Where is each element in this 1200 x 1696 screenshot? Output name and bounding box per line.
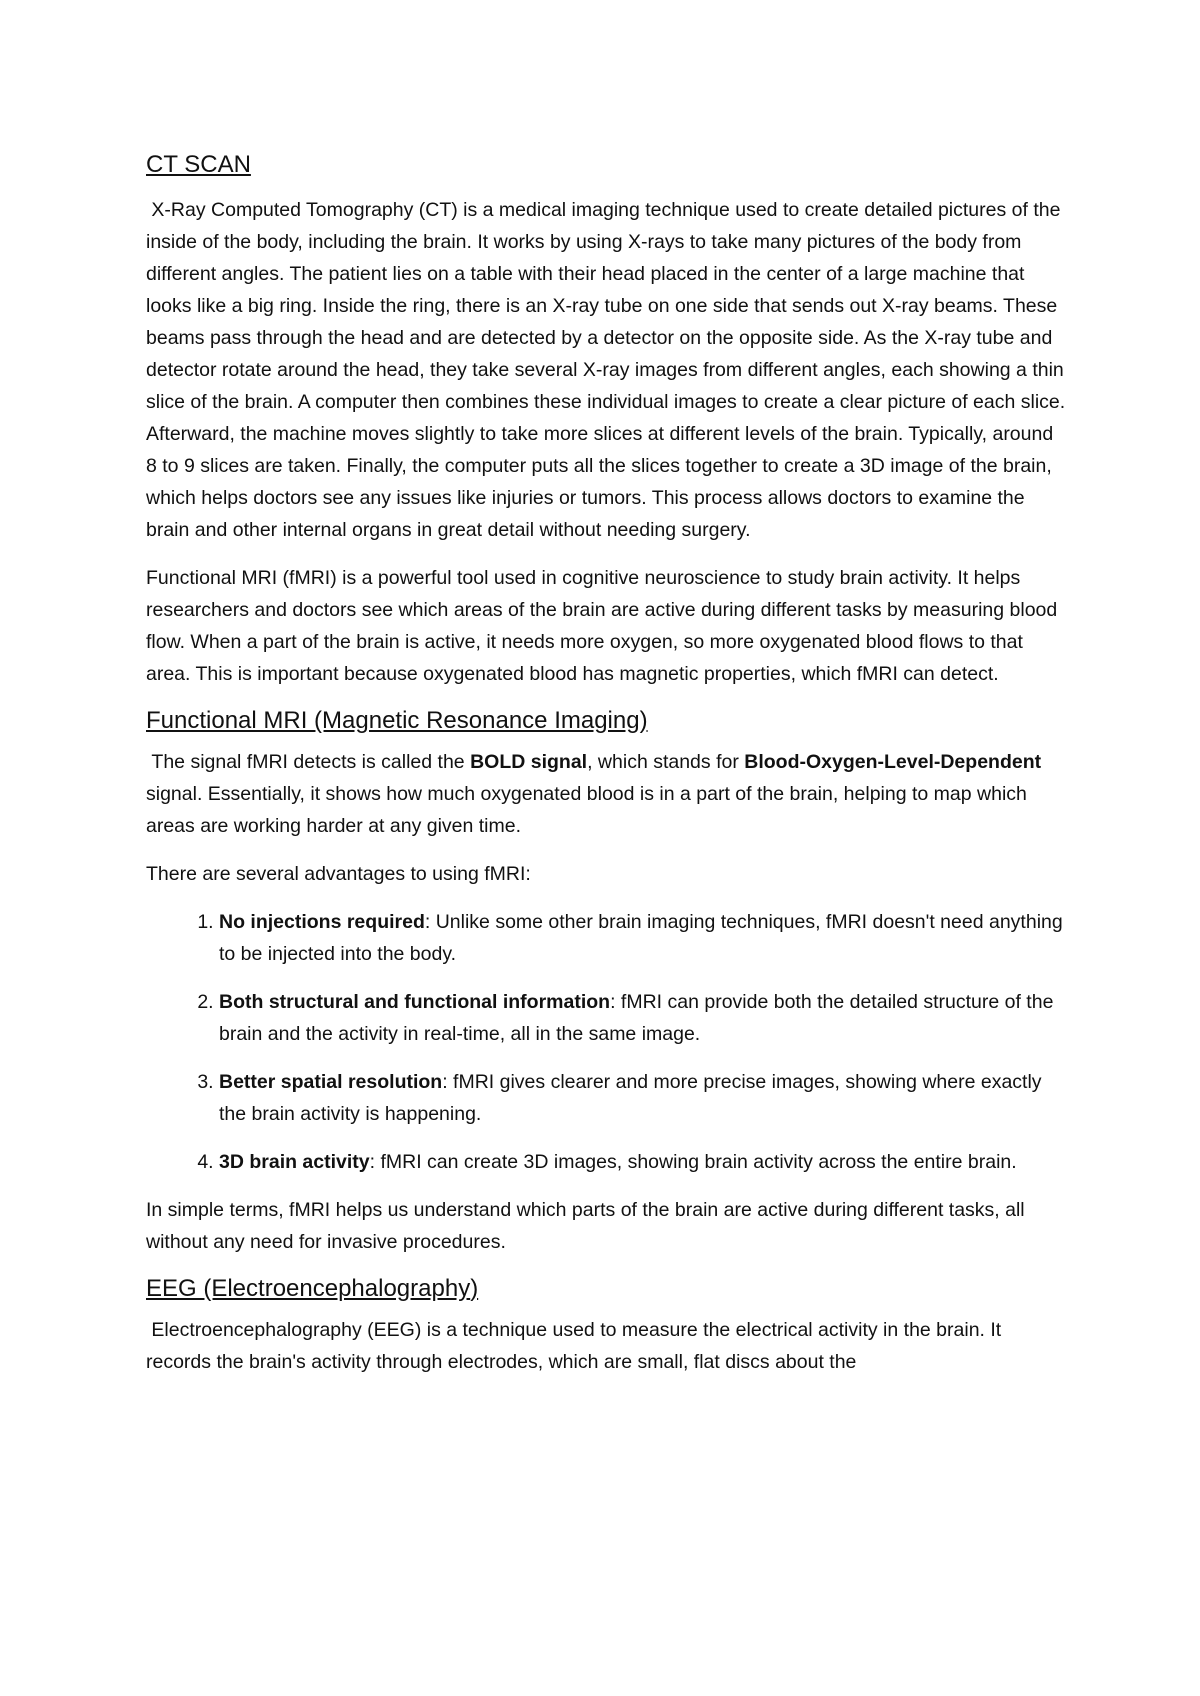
list-item: [219, 986, 1066, 1050]
advantage-text: : fMRI can provide both the detailed structure of the brain and the activity in real-time, all in the same image.: [219, 991, 1054, 1045]
blood-oxygen-term: Blood-Oxygen-Level-Dependent: [744, 751, 1042, 773]
list-item: [219, 1146, 1066, 1178]
fmri-heading-text: Functional MRI (Magnetic Resonance Imaging: [146, 707, 640, 734]
bold-signal-term: BOLD signal: [470, 751, 588, 773]
ct-scan-paragraph: X-Ray Computed Tomography (CT) is a medical imaging technique used to create detailed pictures of the inside of the body, including the brain. It works by using X-rays to take many pictures of the body from different angles. The patient lies on a table with their head placed in the center of a large machine that looks like a big ring. Inside the ring, there is an X-ray tube on one side that sends out X-ray beams. These beams pass through the head and are detected by a detector on the opposite side. As the X-ray tube and detector rotate around the head, they take several X-ray images from different angles, each showing a thin slice of the brain. A computer then combines these individual images to create a clear picture of each slice. Afterward, the machine moves slightly to take more slices at different levels of the brain. Typically, around 8 to 9 slices are taken. Finally, the computer puts all the slices together to create a 3D image of the brain, which helps doctors see any issues like injuries or tumors. This process allows doctors to examine the brain and other internal organs in great detail without needing surgery.: [146, 199, 1066, 541]
advantage-title: Both structural and functional information: [219, 991, 611, 1013]
bold-signal-paragraph: The signal fMRI detects is called the BOLD signal, which stands for Blood-Oxygen-Level-Dependent signal. Essentially, it shows how much oxygenated blood is in a part of the brain, helping to map which areas are working harder at any given time.: [146, 751, 1042, 837]
eeg-heading-tail: ): [470, 1275, 479, 1302]
eeg-heading: [146, 1274, 1066, 1304]
list-item: [219, 1066, 1066, 1130]
advantage-title: Better spatial resolution: [219, 1071, 443, 1093]
eeg-heading-text: EEG (Electroencephalography: [146, 1275, 471, 1302]
advantage-title: No injections required: [219, 911, 425, 933]
list-item: [219, 906, 1066, 970]
advantage-title: 3D brain activity: [219, 1151, 370, 1173]
fmri-heading-tail: ): [639, 707, 648, 734]
advantages-intro: There are several advantages to using fMRI:: [146, 863, 531, 885]
advantage-text: : Unlike some other brain imaging techniques, fMRI doesn't need anything to be injected into the body.: [219, 911, 1063, 965]
fmri-intro-paragraph: Functional MRI (fMRI) is a powerful tool used in cognitive neuroscience to study brain activity. It helps researchers and doctors see which areas of the brain are active during different tasks by measuring blood flow. When a part of the brain is active, it needs more oxygen, so more oxygenated blood flows to that area. This is important because oxygenated blood has magnetic properties, which fMRI can detect.: [146, 567, 1058, 685]
document-page: [146, 150, 1066, 1394]
advantage-text: : fMRI gives clearer and more precise images, showing where exactly the brain activity is happening.: [219, 1071, 1042, 1125]
advantage-text: : fMRI can create 3D images, showing brain activity across the entire brain.: [369, 1151, 1017, 1173]
eeg-paragraph: Electroencephalography (EEG) is a technique used to measure the electrical activity in the brain. It records the brain's activity through electrodes, which are small, flat discs about the: [146, 1319, 1002, 1373]
fmri-summary-paragraph: In simple terms, fMRI helps us understand which parts of the brain are active during different tasks, all without any need for invasive procedures.: [146, 1199, 1025, 1253]
ct-scan-heading: [146, 150, 1066, 180]
fmri-heading: [146, 706, 1066, 736]
ct-scan-heading-text: CT SCAN: [146, 151, 251, 178]
advantages-list: [146, 906, 1066, 1178]
